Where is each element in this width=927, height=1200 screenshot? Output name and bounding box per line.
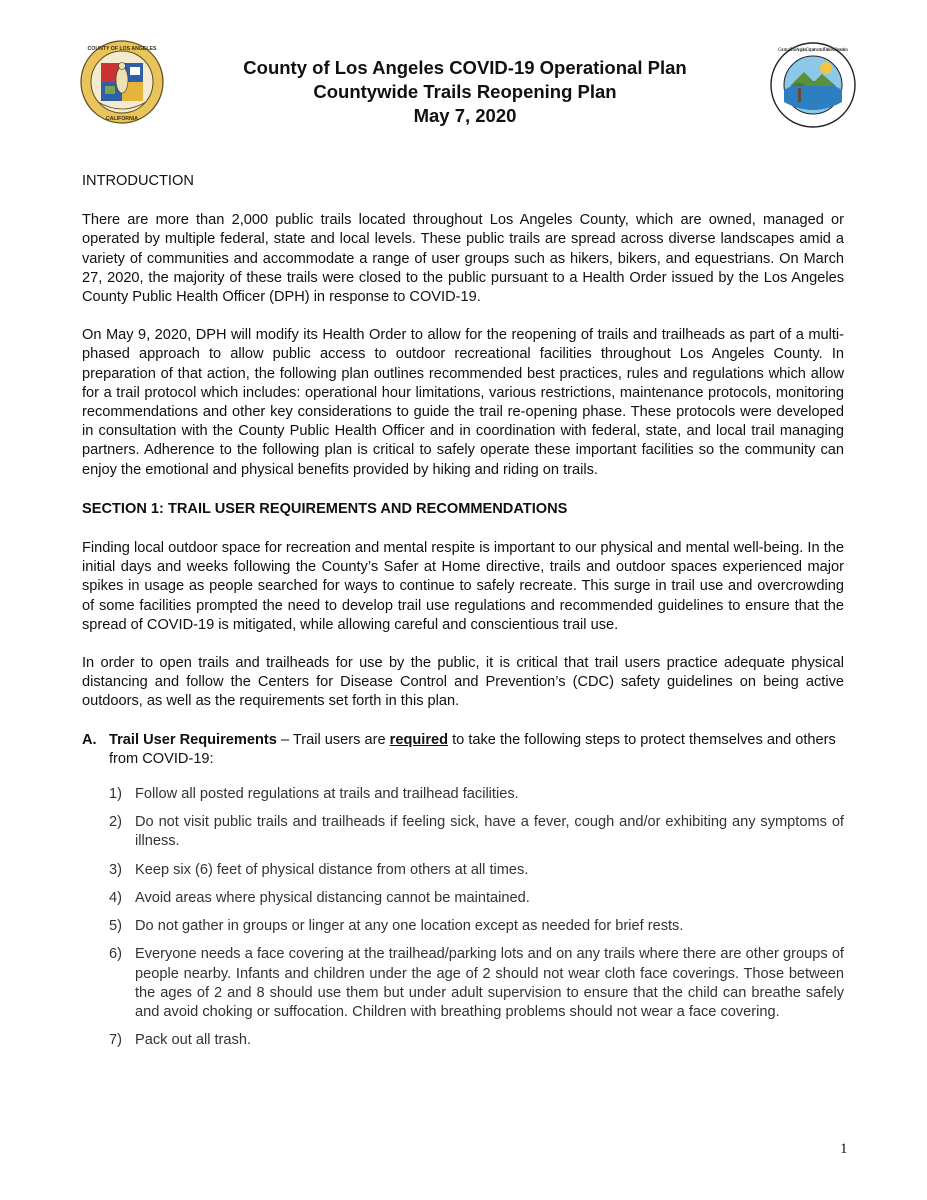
left-seal-bottom-text: CALIFORNIA — [106, 116, 138, 122]
list-item — [109, 889, 844, 908]
header-line-1: County of Los Angeles COVID-19 Operational Plan — [243, 57, 687, 78]
step-text: Follow all posted regulations at trails and trailhead facilities. — [135, 786, 519, 803]
parks-recreation-seal-logo — [770, 42, 856, 128]
requirement-a — [82, 731, 844, 769]
step-text: Everyone needs a face covering at the trailhead/parking lots and on any trails where there are other groups of people nearby. Infants and children under the age of 2 should not wear cloth face coverings. Those between the ages of 2 and 8 should use them but under adult supervision to ensure that the child can breathe safely and avoid choking or suffocation. Children with breathing problems should not wear a face covering. — [135, 946, 844, 1020]
list-item — [109, 785, 844, 804]
intro-paragraph-2: On May 9, 2020, DPH will modify its Health Order to allow for the reopening of trails and trailheads as part of a multi-phased approach to allow public access to outdoor recreational facilities throughout Los Angeles County. In preparation of that action, the following plan outlines recommended best practices, rules and regulations which allow for a trail protocol which includes: operational hour limitations, various restrictions, maintenance protocols, monitoring recommendations and other key considerations to guide the trail re-opening phase. These protocols were developed in consultation with the County Public Health Officer and in coordination with federal, state, and local trail managing partners. Adherence to the following plan is critical to safely operate these important facilities so the community can enjoy the emotional and physical benefits provided by hiking and riding on trails. — [82, 327, 844, 478]
intro-paragraph-1: There are more than 2,000 public trails located throughout Los Angeles County, which are owned, managed or operated by multiple federal, state and local levels. These public trails are spread across diverse landscapes amid a variety of communities and accommodate a range of user groups such as hikers, bikers, and equestrians. On March 27, 2020, the majority of these trails were closed to the public pursuant to a Health Order issued by the Los Angeles County Public Health Officer (DPH) in response to COVID-19. — [82, 212, 844, 306]
step-text: Do not visit public trails and trailheads if feeling sick, have a fever, cough and/or exhibiting any symptoms of illness. — [135, 814, 844, 850]
step-number: 5) — [109, 918, 122, 935]
requirement-a-required: required — [389, 731, 449, 748]
document-body — [82, 172, 844, 1059]
step-number: 3) — [109, 861, 122, 878]
right-seal-text: County of Los Angeles Department of Parks & Recreation — [778, 48, 848, 53]
step-number: 1) — [109, 786, 122, 803]
county-seal-logo — [80, 40, 164, 124]
requirement-a-letter: A. — [82, 731, 97, 748]
section-1-paragraph-2: In order to open trails and trailheads for use by the public, it is critical that trail users practice adequate physical distancing and follow the Centers for Disease Control and Prevention’s (CDC) safety guidelines on being active outdoors, as well as the requirements set forth in this plan. — [82, 655, 844, 710]
step-text: Do not gather in groups or linger at any one location except as needed for brief rests. — [135, 918, 684, 935]
step-number: 4) — [109, 889, 122, 906]
requirement-steps-list — [109, 785, 844, 1050]
step-number: 2) — [109, 814, 122, 831]
step-text: Avoid areas where physical distancing cannot be maintained. — [135, 889, 530, 906]
section-1-heading: SECTION 1: TRAIL USER REQUIREMENTS AND RECOMMENDATIONS — [82, 500, 568, 517]
list-item — [109, 945, 844, 1022]
list-item — [109, 1031, 844, 1050]
section-1-paragraph-1: Finding local outdoor space for recreation and mental respite is important to our physical and mental well-being. In the initial days and weeks following the County’s Safer at Home directive, trails and outdoor spaces experienced major spikes in usage as people searched for ways to continue to safely recreate. This surge in trail use and overcrowding of some facilities prompted the need to develop trail use regulations and recommended guidelines to ensure that the spread of COVID-19 is mitigated, while allowing careful and conscientious trail use. — [82, 540, 844, 633]
document-header — [180, 56, 750, 128]
requirement-a-title: Trail User Requirements — [109, 731, 277, 748]
header-line-2: Countywide Trails Reopening Plan — [313, 81, 617, 102]
list-item — [109, 917, 844, 936]
left-seal-top-text: COUNTY OF LOS ANGELES — [87, 46, 157, 52]
step-text: Pack out all trash. — [135, 1032, 251, 1049]
step-number: 7) — [109, 1032, 122, 1049]
list-item — [109, 813, 844, 851]
requirement-a-lead: – Trail users are — [276, 731, 390, 748]
step-number: 6) — [109, 946, 122, 963]
list-item — [109, 861, 844, 880]
requirement-a-rest: to take the following steps to protect themselves and others from COVID-19: — [109, 731, 836, 767]
page-number: 1 — [840, 1141, 848, 1157]
introduction-heading: INTRODUCTION — [82, 173, 194, 189]
requirement-a-text — [109, 731, 844, 769]
header-line-3: May 7, 2020 — [413, 105, 517, 126]
step-text: Keep six (6) feet of physical distance from others at all times. — [135, 861, 529, 878]
